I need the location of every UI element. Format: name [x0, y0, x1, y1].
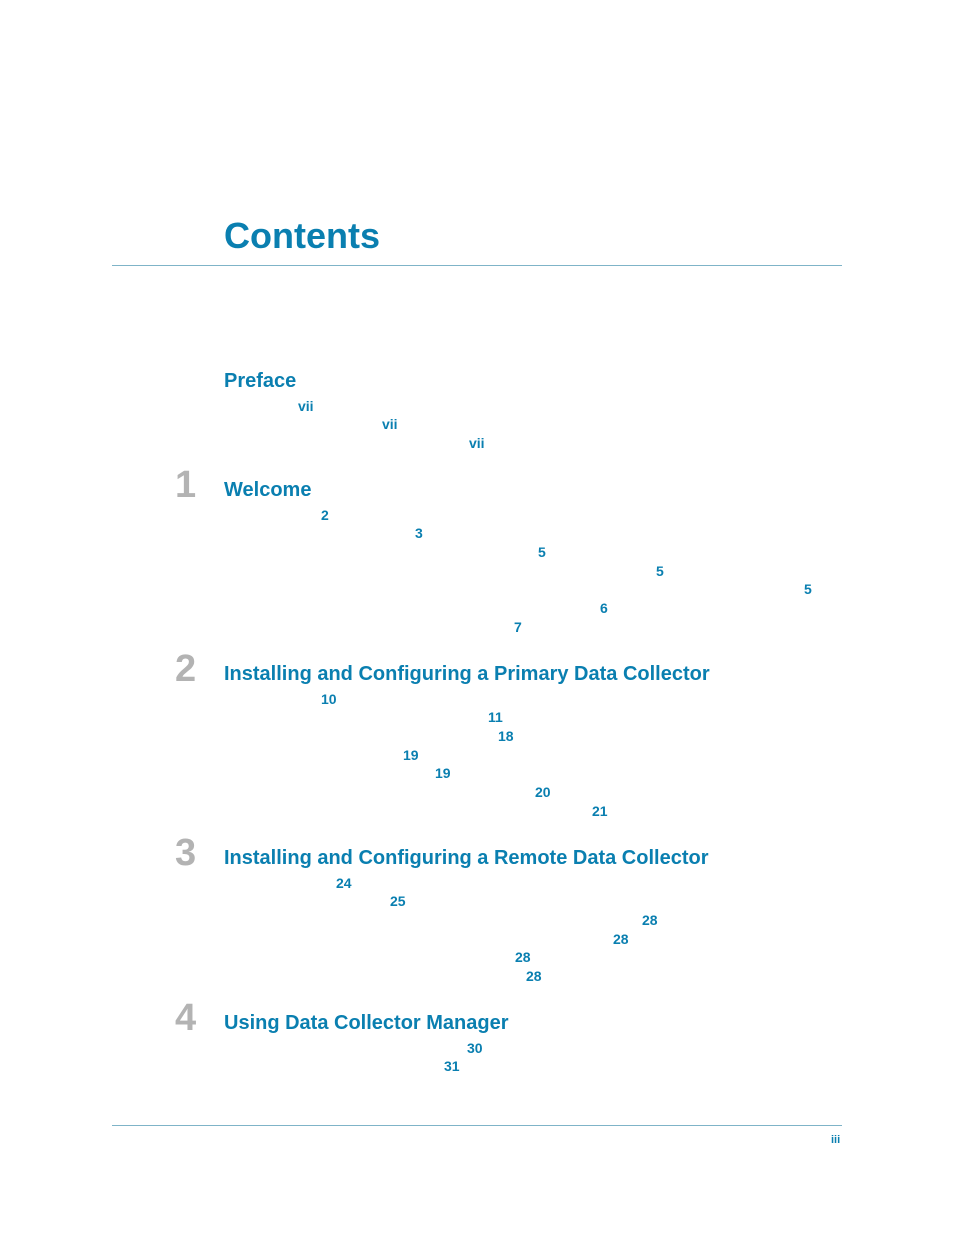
- toc-entry-page[interactable]: 5: [656, 563, 664, 579]
- toc-chapter-title[interactable]: Welcome: [224, 479, 312, 501]
- toc-chapter-title[interactable]: Using Data Collector Manager: [224, 1012, 509, 1034]
- toc-entry-page[interactable]: 6: [600, 600, 608, 616]
- toc-entry-page[interactable]: vii: [298, 398, 314, 414]
- toc-entry-page[interactable]: 31: [444, 1058, 460, 1074]
- toc-entry-page[interactable]: 18: [498, 728, 514, 744]
- toc-entry-page[interactable]: 7: [514, 619, 522, 635]
- toc-entry-page[interactable]: 28: [642, 912, 658, 928]
- toc-entry-page[interactable]: 2: [321, 507, 329, 523]
- toc-entry-page[interactable]: 25: [390, 893, 406, 909]
- toc-entry-page[interactable]: 21: [592, 803, 608, 819]
- toc-chapter-title[interactable]: Preface: [224, 370, 297, 392]
- chapter-number: 3: [175, 832, 197, 874]
- toc-entry-page[interactable]: 5: [538, 544, 546, 560]
- toc-entry-page[interactable]: 19: [403, 747, 419, 763]
- toc-entry-page[interactable]: vii: [382, 416, 398, 432]
- chapter-number: 1: [175, 464, 197, 506]
- toc-entry-page[interactable]: 19: [435, 765, 451, 781]
- toc-entry-page[interactable]: 28: [526, 968, 542, 984]
- chapter-number: 4: [175, 997, 197, 1039]
- chapter-number: 2: [175, 648, 197, 690]
- toc-entry-page[interactable]: 20: [535, 784, 551, 800]
- toc-entry-page[interactable]: 11: [488, 709, 503, 725]
- toc-entry-page[interactable]: 28: [515, 949, 531, 965]
- toc-chapter-title[interactable]: Installing and Configuring a Primary Data Collector: [224, 663, 710, 685]
- toc-entry-page[interactable]: 10: [321, 691, 337, 707]
- toc-entry-page[interactable]: 3: [415, 525, 423, 541]
- footer-divider: [112, 1125, 842, 1126]
- toc-entry-page[interactable]: vii: [469, 435, 485, 451]
- page-title: Contents: [224, 215, 380, 256]
- footer-page-number: iii: [831, 1134, 841, 1146]
- toc-entry-page[interactable]: 24: [336, 875, 352, 891]
- toc-entry-page[interactable]: 5: [804, 581, 812, 597]
- toc-entry-page[interactable]: 30: [467, 1040, 483, 1056]
- toc-chapter-title[interactable]: Installing and Configuring a Remote Data Collector: [224, 847, 709, 869]
- header-divider: [112, 265, 842, 266]
- toc-entry-page[interactable]: 28: [613, 931, 629, 947]
